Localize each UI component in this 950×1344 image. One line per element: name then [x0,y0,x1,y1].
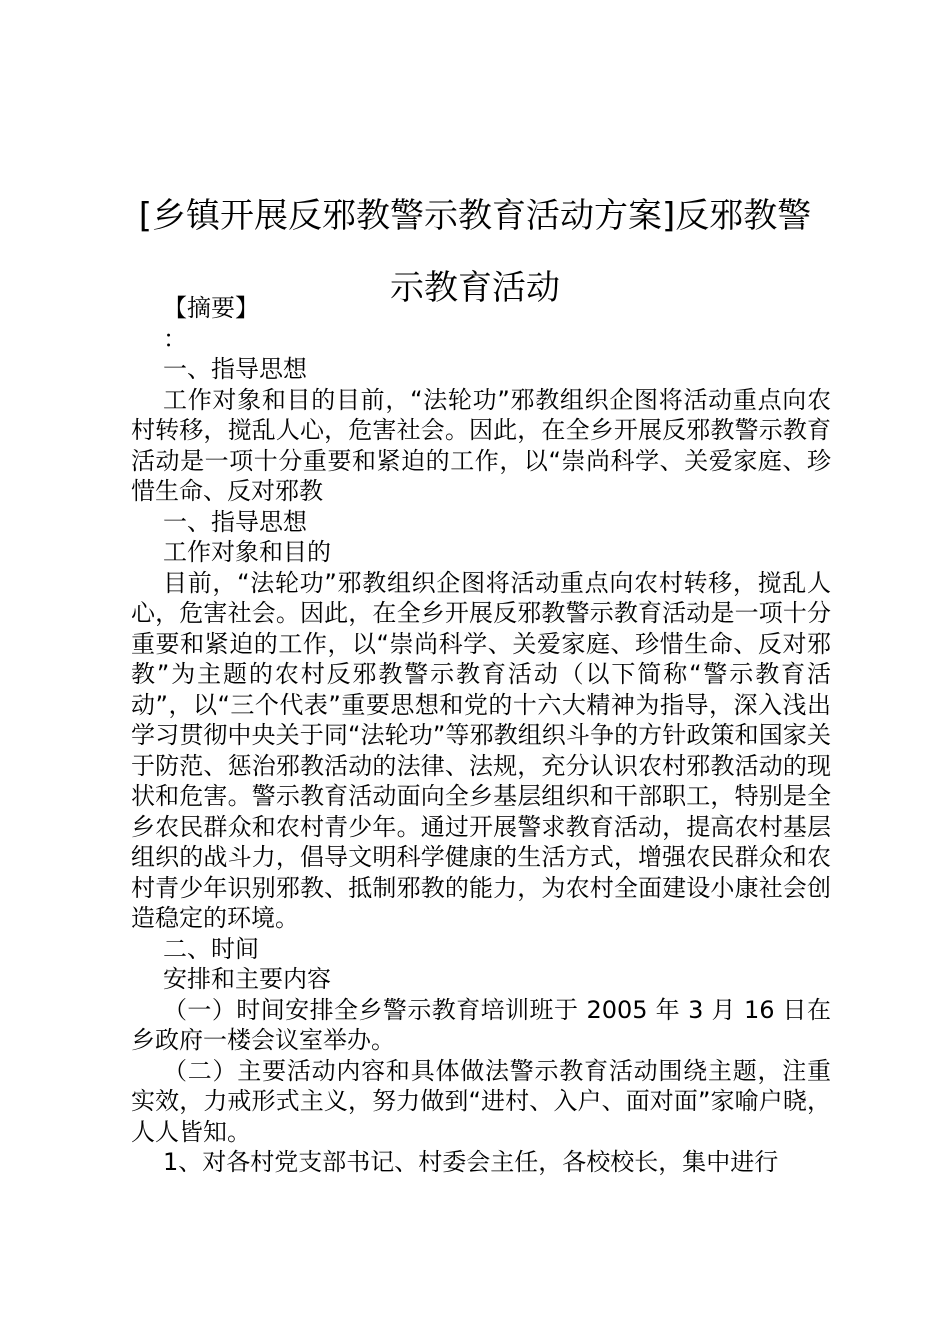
section-heading: 一、指导思想 [163,355,307,383]
body-paragraph: （一）时间安排全乡警示教育培训班于 2005 年 3 月 16 日在乡政府一楼会议室举办。 [131,995,831,1054]
subsection-heading: 安排和主要内容 [163,965,331,993]
abstract-colon: ： [163,324,187,353]
abstract-paragraph: 工作对象和目的目前，“法轮功”邪教组织企图将活动重点向农村转移，搅乱人心，危害社会。因此，在全乡开展反邪教警示教育活动是一项十分重要和紧迫的工作，以“崇尚科学、关爱家庭、珍惜生命、反对邪教 [131,385,831,505]
title-line-1: [乡镇开展反邪教警示教育活动方案]反邪教警 [138,196,812,236]
body-paragraph: （二）主要活动内容和具体做法警示教育活动围绕主题，注重实效，力戒形式主义，努力做到“进村、入户、面对面”家喻户晓，人人皆知。 [131,1056,831,1146]
body-paragraph: 1、对各村党支部书记、村委会主任，各校校长，集中进行 [163,1148,779,1176]
body-paragraph: 目前，“法轮功”邪教组织企图将活动重点向农村转移，搅乱人心，危害社会。因此，在全乡开展反邪教警示教育活动是一项十分重要和紧迫的工作，以“崇尚科学、关爱家庭、珍惜生命、反对邪教”为主题的农村反邪教警示教育活动（以下简称“警示教育活动”，以“三个代表”重要思想和党的十六大精神为指导，深入浅出学习贯彻中央关于同“法轮功”等邪教组织斗争的方针政策和国家关于防范、惩治邪教活动的法律、法规，充分认识农村邪教活动的现状和危害。警示教育活动面向全乡基层组织和干部职工，特别是全乡农民群众和农村青少年。通过开展警求教育活动，提高农村基层组织的战斗力，倡导文明科学健康的生活方式，增强农民群众和农村青少年识别邪教、抵制邪教的能力，为农村全面建设小康社会创造稳定的环境。 [131,568,831,932]
title-line-2: 示教育活动 [390,268,560,308]
section-heading: 一、指导思想 [163,507,307,536]
document-body [131,293,831,1178]
section-heading: 二、时间 [163,934,259,963]
abstract-heading: 【摘要】 [163,294,259,322]
subsection-heading: 工作对象和目的 [163,538,331,566]
